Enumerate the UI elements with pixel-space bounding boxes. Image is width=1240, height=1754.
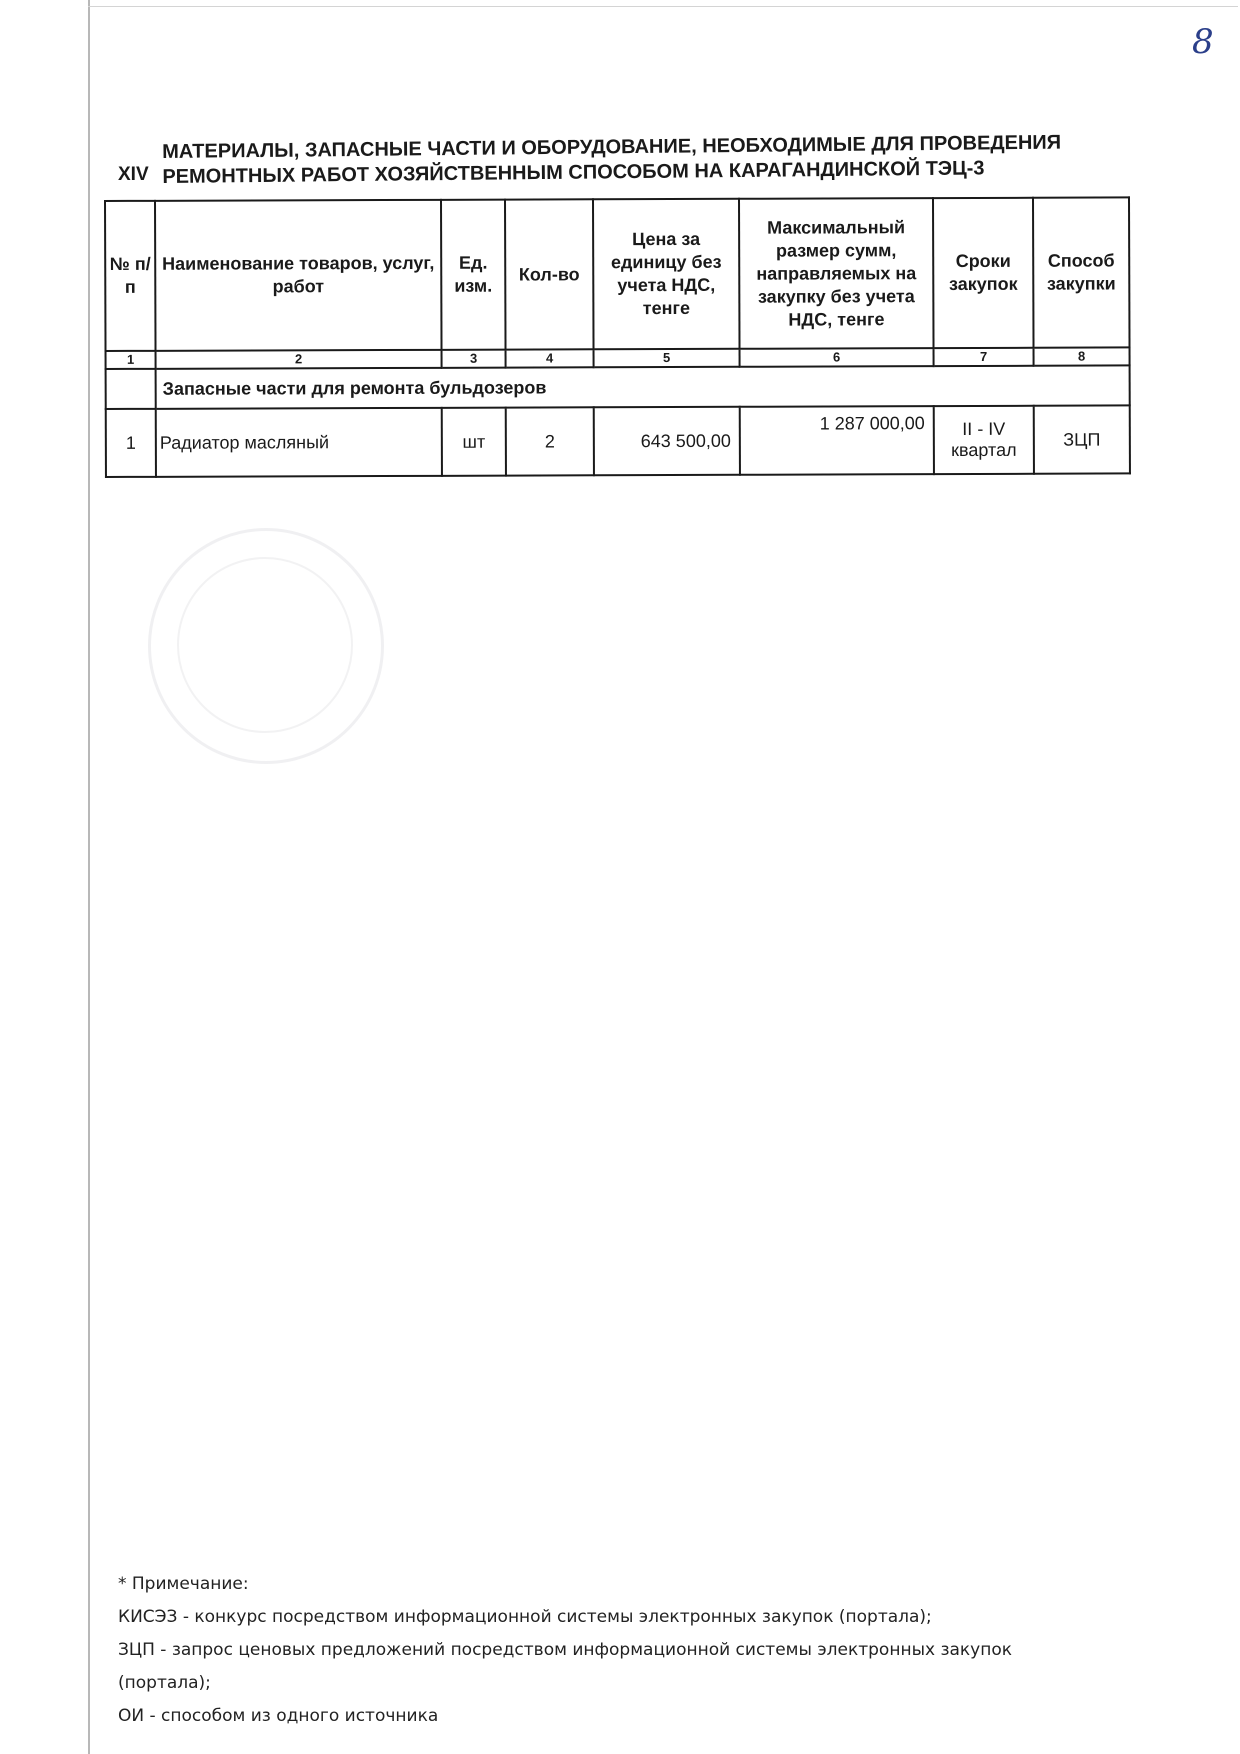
column-number: 5 [594,349,740,368]
row-price: 643 500,00 [594,407,740,476]
notes-heading: * Примечание: [118,1574,249,1594]
header-unit: Ед. изм. [441,200,506,350]
page-top-edge [88,6,1238,7]
column-number: 8 [1034,347,1130,365]
group-row-empty-cell [106,369,156,409]
document-title-line-2: РЕМОНТНЫХ РАБОТ ХОЗЯЙСТВЕННЫМ СПОСОБОМ НА КАРАГАНДИНСКОЙ ТЭЦ-3 [162,157,985,188]
page-binding-edge [88,0,90,1754]
group-row [106,365,1130,409]
table-row [106,405,1130,477]
column-number: 4 [506,349,594,367]
notes-line: ЗЦП - запрос ценовых предложений посредством информационной системы электронных закупок [118,1640,1013,1660]
handwritten-page-number: 8 [1192,22,1214,62]
document-title-line-1: МАТЕРИАЛЫ, ЗАПАСНЫЕ ЧАСТИ И ОБОРУДОВАНИЕ, НЕОБХОДИМЫЕ ДЛЯ ПРОВЕДЕНИЯ [162,131,1062,163]
table-header-row [105,197,1130,351]
column-number: 3 [442,350,506,368]
column-number: 2 [156,350,442,369]
row-terms [934,406,1034,474]
row-num: 1 [106,409,156,477]
row-terms-line-2: квартал [951,439,1017,461]
header-price: Цена за единицу без учета НДС, тенге [593,199,740,350]
column-number: 7 [934,348,1034,366]
group-title: Запасные части для ремонта бульдозеров [156,365,1130,408]
notes-line: КИСЭЗ - конкурс посредством информационной системы электронных закупок (портала); [118,1607,932,1627]
procurement-table-wrapper [104,196,1129,478]
faint-stamp-inner-ring [177,557,353,733]
row-unit: шт [442,408,506,476]
header-qty: Кол-во [505,199,594,349]
row-name: Радиатор масляный [156,408,442,477]
row-terms-line-1: II - IV [962,418,1006,440]
header-num: № п/п [105,201,156,351]
column-number: 1 [106,351,156,369]
row-qty: 2 [506,407,594,475]
header-method: Способ закупки [1033,197,1130,347]
header-name: Наименование товаров, услуг, работ [155,200,442,351]
notes-line: (портала); [118,1673,211,1693]
column-number: 6 [740,348,934,367]
row-method: ЗЦП [1034,405,1130,473]
header-terms: Сроки закупок [933,198,1034,348]
procurement-table [104,196,1131,478]
notes-line: ОИ - способом из одного источника [118,1706,439,1726]
notes-block [118,1568,1128,1733]
row-max-sum: 1 287 000,00 [740,406,934,475]
document-title [162,130,1122,190]
header-max-sum: Максимальный размер сумм, направляемых на закупку без учета НДС, тенге [739,198,934,349]
section-number: XIV [118,164,149,185]
faint-stamp-impression [148,528,384,764]
